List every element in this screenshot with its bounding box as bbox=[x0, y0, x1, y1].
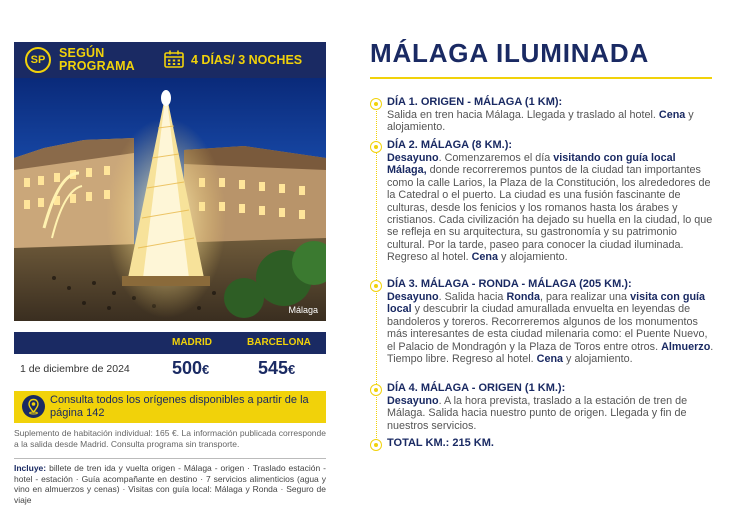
malaga-photo bbox=[14, 78, 326, 321]
timeline-dot-icon bbox=[370, 439, 382, 451]
sp-badge: SP bbox=[25, 47, 51, 73]
day-description: Desayuno. Comenzaremos el día visitando con guía local Málaga, donde recorreremos puntos de la ciudad tan importantes como la calle Larios, la Plaza de la Constitución, los alrededores de la Catedral o el puerto. La ciudad es una fusión fascinante de culturas, desde los fenicios y los romanos hasta los árabes y cristianos. Cada civilización ha dejado su huella en la ciudad, lo que se refleja en su arquitectura, su gastronomía y su patrimonio cultural. Por la tarde, paseo para conocer la ciudad iluminada. Regreso al hotel. Cena y alojamiento. bbox=[387, 152, 713, 264]
total-km: TOTAL KM.: 215 KM. bbox=[387, 437, 494, 449]
page-title: MÁLAGA ILUMINADA bbox=[370, 38, 650, 68]
timeline-dot-icon bbox=[370, 384, 382, 396]
consult-text: Consulta todos los orígenes disponibles a partir de la página 142 bbox=[50, 394, 309, 419]
column-madrid: MADRID bbox=[172, 337, 212, 348]
day-description: Desayuno. A la hora prevista, traslado a la estación de tren de Málaga. Salida hacia nuestro punto de origen. Llegada y fin de nuestros servicios. bbox=[387, 395, 688, 432]
map-pin-icon bbox=[22, 395, 45, 418]
timeline-dot-icon bbox=[370, 141, 382, 153]
program-header bbox=[14, 42, 326, 78]
divider bbox=[14, 458, 326, 459]
day-description: Salida en tren hacia Málaga. Llegada y traslado al hotel. Cena y alojamiento. bbox=[387, 109, 694, 134]
column-barcelona: BARCELONA bbox=[247, 337, 311, 348]
itinerary-total bbox=[370, 437, 715, 450]
day-title: DÍA 4. MÁLAGA - ORIGEN (1 KM.): bbox=[387, 382, 566, 394]
consult-origins-banner bbox=[14, 391, 326, 423]
departure-date: 1 de diciembre de 2024 bbox=[20, 363, 130, 375]
day-title: DÍA 1. ORIGEN - MÁLAGA (1 KM): bbox=[387, 96, 563, 108]
photo-caption: Málaga bbox=[288, 305, 318, 315]
duration-label: 4 DÍAS/ 3 NOCHES bbox=[191, 53, 303, 67]
day-title: DÍA 2. MÁLAGA (8 KM.): bbox=[387, 139, 513, 151]
itinerary-day-2 bbox=[370, 139, 715, 264]
timeline-dot-icon bbox=[370, 280, 382, 292]
price-barcelona: 545€ bbox=[258, 358, 296, 378]
day-description: Desayuno. Salida hacia Ronda, para realizar una visita con guía local y descubrir la ciudad amurallada envuelta en leyendas de bandoleros y toreros. Recorreremos algunos de los monumentos más interesantes de esta ciudad milenaria como: el Puente Nuevo, el Palacio de Mondragón y la Plaza de Toros entre otros. Almuerzo. Tiempo libre. Regreso al hotel. Cena y alojamiento. bbox=[387, 291, 714, 366]
price-madrid: 500€ bbox=[172, 358, 210, 378]
title-underline bbox=[370, 77, 712, 79]
includes-note: Incluye: billete de tren ida y vuelta origen - Málaga - origen · Traslado estación - hotel - estación · Guía acompañante en destino · 7 servicios alimenticios (agua y vino en almuerzos y cenas) · Visitas con guía local: Málaga y Ronda · Seguro de viaje bbox=[14, 463, 326, 506]
timeline-dot-icon bbox=[370, 98, 382, 110]
program-label: SEGÚN PROGRAMA bbox=[59, 46, 135, 73]
price-row bbox=[14, 354, 326, 388]
day-title: DÍA 3. MÁLAGA - RONDA - MÁLAGA (205 KM.): bbox=[387, 278, 632, 290]
itinerary-day-1 bbox=[370, 96, 715, 134]
itinerary-day-4 bbox=[370, 382, 715, 432]
calendar-icon bbox=[164, 50, 184, 68]
supplement-note: Suplemento de habitación individual: 165 €. La información publicada corresponde a la salida desde Madrid. Consulta programa sin transporte. bbox=[14, 428, 326, 449]
itinerary-day-3 bbox=[370, 278, 715, 365]
price-table-header bbox=[14, 332, 326, 354]
